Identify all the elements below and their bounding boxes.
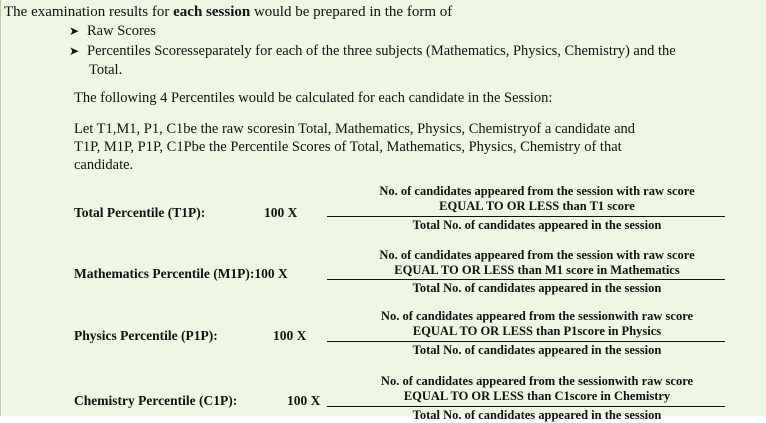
formula-label-math: Mathematics Percentile (M1P):100 X (74, 266, 288, 281)
denominator-math: Total No. of candidates appeared in the session (412, 281, 662, 295)
numerator-line: No. of candidates appeared from the sessionwith raw score (380, 374, 694, 388)
bullet-item: ➤ Raw Scores (69, 23, 156, 39)
numerator-line: EQUAL TO OR LESS than C1score in Chemistry (403, 389, 671, 403)
paragraph: The following 4 Percentiles would be calculated for each candidate in the Session: (74, 90, 553, 106)
denominator-physics: Total No. of candidates appeared in the session (412, 343, 662, 357)
formula-label-chemistry: Chemistry Percentile (C1P): (74, 393, 238, 408)
multiplier: 100 X (273, 328, 307, 343)
denominator-chemistry: Total No. of candidates appeared in the session (412, 408, 662, 422)
numerator-line: No. of candidates appeared from the sessionwith raw score (380, 309, 694, 323)
paragraph-line: Let T1,M1, P1, C1be the raw scoresin Total, Mathematics, Physics, Chemistryof a candidate and (74, 121, 636, 137)
formula-label-total: Total Percentile (T1P): (74, 205, 206, 220)
intro-bold: each session (173, 4, 251, 20)
denominator-total: Total No. of candidates appeared in the session (412, 218, 662, 232)
intro-text: The examination results for each session would be prepared in the form of (4, 4, 453, 20)
formula-label-physics: Physics Percentile (P1P): (74, 328, 218, 343)
numerator-line: EQUAL TO OR LESS than T1 score (439, 199, 635, 213)
arrow-bullet-icon: ➤ (69, 44, 80, 58)
fraction-total (337, 184, 737, 214)
multiplier: 100 X (264, 205, 298, 220)
fraction-math (337, 248, 737, 278)
paragraph-line: candidate. (74, 157, 134, 173)
multiplier: 100 X (287, 393, 321, 408)
bullet-item: ➤ Percentiles Scoresseparately for each of the three subjects (Mathematics, Physics, Chemistry) and the (69, 43, 676, 59)
paragraph-line: T1P, M1P, P1P, C1Pbe the Percentile Scores of Total, Mathematics, Physics, Chemistry of that (74, 139, 622, 155)
numerator-line: EQUAL TO OR LESS than M1 score in Mathematics (394, 263, 680, 277)
bullet-continuation: Total. (89, 62, 123, 78)
numerator-line: EQUAL TO OR LESS than P1score in Physics (412, 324, 662, 338)
numerator-line: No. of candidates appeared from the session with raw score (379, 248, 695, 262)
numerator-line: No. of candidates appeared from the session with raw score (379, 184, 695, 198)
fraction-chemistry (337, 374, 737, 404)
fraction-physics (337, 309, 737, 339)
arrow-bullet-icon: ➤ (69, 24, 80, 38)
